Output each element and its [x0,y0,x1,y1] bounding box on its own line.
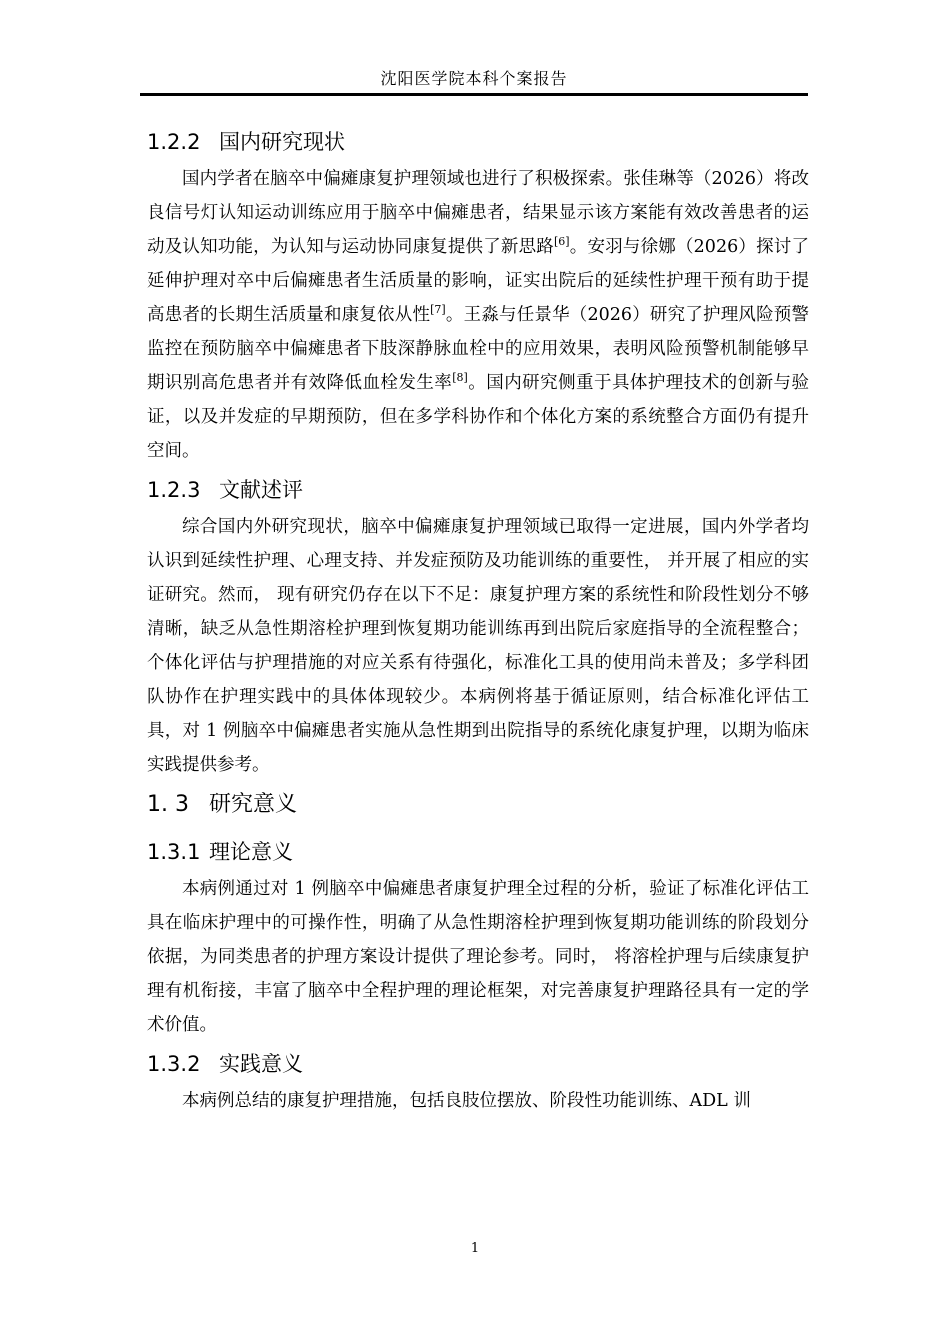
citation-ref: [7] [430,303,446,317]
paragraph-text: 。王淼与任景华（2026）研究了护理风险预警监控在预防脑卒中偏瘫患者下肢深静脉血栓中的应用效果，表明风险预警机制能够早期识别高危患者并有效降低血栓发生率 [147,305,809,393]
section-heading-1-3-1 [147,832,809,872]
section-number: 1.3.2 [147,1052,201,1076]
citation-ref: [6] [554,235,570,249]
section-title: 实践意义 [219,1052,303,1076]
paragraph-practical-significance: 本病例总结的康复护理措施，包括良肢位摆放、阶段性功能训练、ADL 训 [182,1091,751,1111]
section-title: 研究意义 [209,792,298,817]
section-heading-1-2-3 [147,470,809,510]
page-content [147,122,809,1118]
section-title: 国内研究现状 [219,130,345,154]
page-number: 1 [470,1241,480,1256]
header-rule [140,93,808,96]
page-header: 沈阳医学院本科个案报告 [380,69,568,88]
section-heading-1-3-2 [147,1044,809,1084]
paragraph-theoretical-significance: 本病例通过对 1 例脑卒中偏瘫患者康复护理全过程的分析，验证了标准化评估工具在临床护理中的可操作性，明确了从急性期溶栓护理到恢复期功能训练的阶段划分依据，为同类患者的护理方案设计提供了理论参考。同时， 将溶栓护理与后续康复护理有机衔接，丰富了脑卒中全程护理的理论框架，对完善康复护理路径具有一定的学术价值。 [147,879,809,1035]
section-title: 理论意义 [209,840,293,864]
section-number: 1.2.3 [147,478,201,502]
section-title: 文献述评 [219,478,303,502]
paragraph-domestic-research [147,162,809,468]
citation-ref: [8] [452,371,468,385]
paragraph-text: 。国内研究侧重于具体护理技术的创新与验证，以及并发症的早期预防，但在多学科协作和个体化方案的系统整合方面仍有提升空间。 [147,373,810,461]
section-number: 1.3.1 [147,840,201,864]
section-heading-1-2-2 [147,122,809,162]
paragraph-text: 国内学者在脑卒中偏瘫康复护理领域也进行了积极探索。张佳琳等（2026）将改良信号灯认知运动训练应用于脑卒中偏瘫患者，结果显示该方案能有效改善患者的运动及认知功能，为认知与运动协同康复提供了新思路 [147,169,809,257]
section-heading-1-3 [147,784,809,826]
paragraph-text: 。安羽与徐娜（2026）探讨了延伸护理对卒中后偏瘫患者生活质量的影响，证实出院后的延续性护理干预有助于提高患者的长期生活质量和康复依从性 [147,237,809,325]
section-number: 1.2.2 [147,130,201,154]
section-number: 1. 3 [147,792,189,817]
paragraph-literature-review: 综合国内外研究现状，脑卒中偏瘫康复护理领域已取得一定进展，国内外学者均认识到延续性护理、心理支持、并发症预防及功能训练的重要性， 并开展了相应的实证研究。然而， 现有研究仍存在以下不足：康复护理方案的系统性和阶段性划分不够清晰，缺乏从急性期溶栓护理到恢复期功能训练再到出院后家庭指导的全流程整合；个体化评估与护理措施的对应关系有待强化，标准化工具的使用尚未普及；多学科团队协作在护理实践中的具体体现较少。本病例将基于循证原则，结合标准化评估工具，对 1 例脑卒中偏瘫患者实施从急性期到出院指导的系统化康复护理，以期为临床实践提供参考。 [147,517,809,775]
